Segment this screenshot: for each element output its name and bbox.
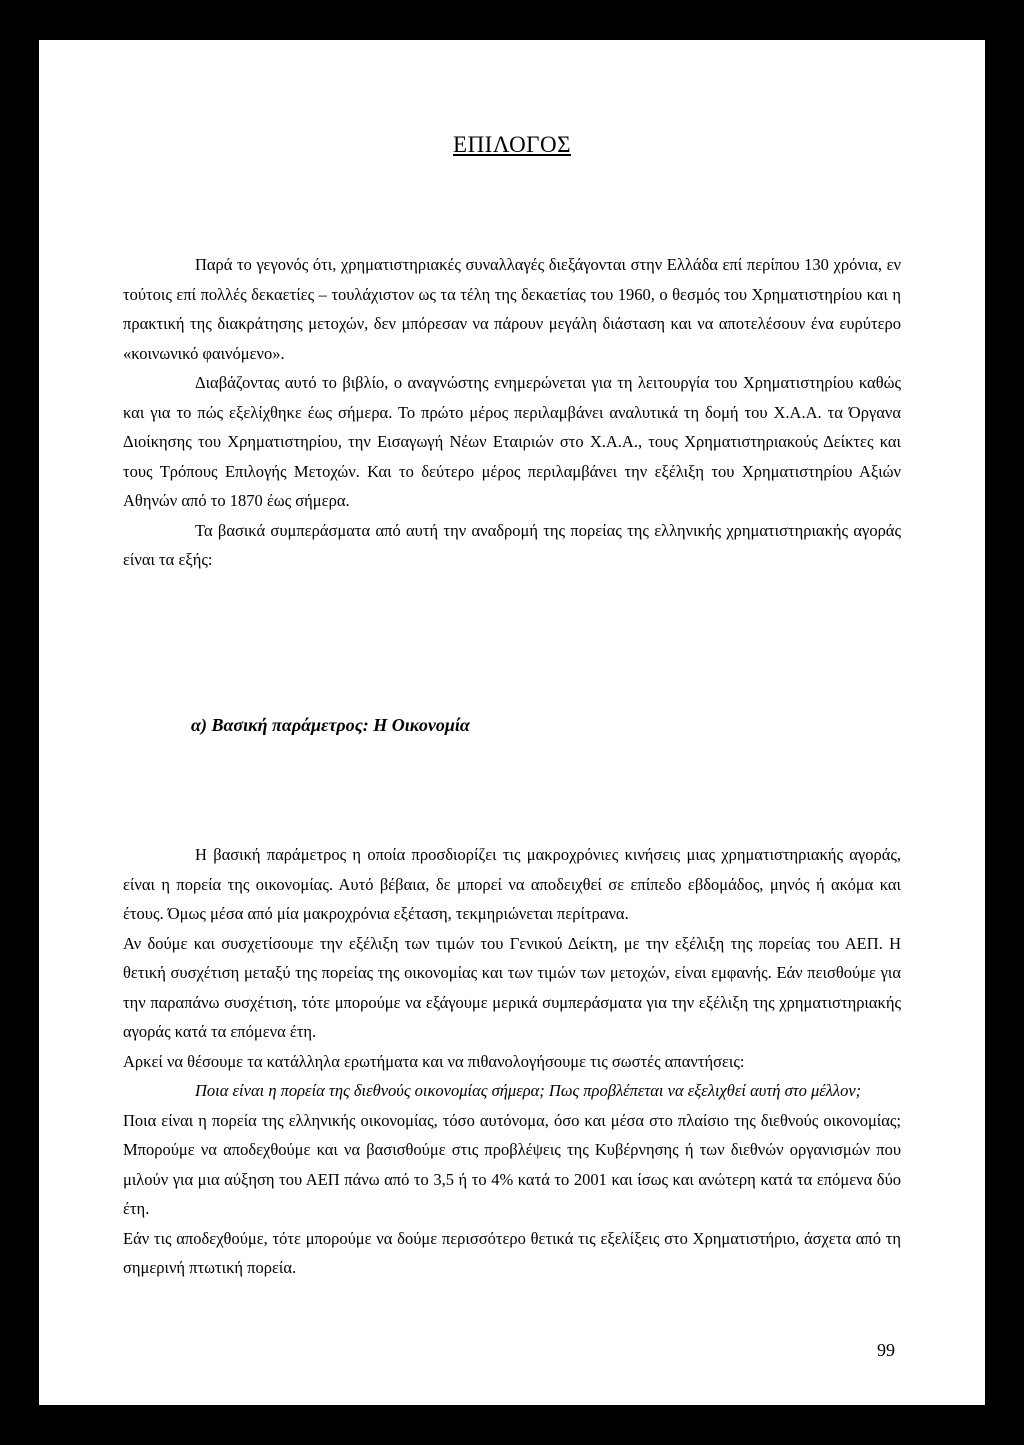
body-text-bottom	[123, 840, 901, 1283]
page-title: ΕΠΙΛΟΓΟΣ	[453, 132, 571, 157]
paragraph-conclusions-lead: Τα βασικά συμπεράσματα από αυτή την αναδρομή της πορείας της ελληνικής χρηματιστηριακής αγοράς είναι τα εξής:	[123, 520, 901, 569]
paragraph-question-international: Ποια είναι η πορεία της διεθνούς οικονομίας σήμερα; Πως προβλέπεται να εξελιχθεί αυτή στο μέλλον;	[195, 1081, 862, 1100]
document-page	[39, 40, 985, 1405]
paragraph-greek-economy: Ποια είναι η πορεία της ελληνικής οικονομίας, τόσο αυτόνομα, όσο και μέσα στο πλαίσιο της διεθνούς οικονομίας; Μπορούμε να αποδεχθούμε και να βασισθούμε στις προβλέψεις της Κυβέρνησης ή των διεθνών οργανισμών που μιλούν για μια αύξηση του ΑΕΠ πάνω από το 3,5 ή το 4% κατά το 2001 και ίσως και ανώτερη κατά τα επόμενα δύο έτη.	[123, 1110, 901, 1218]
paragraph-intro: Παρά το γεγονός ότι, χρηματιστηριακές συναλλαγές διεξάγονται στην Ελλάδα επί περίπου 130 χρόνια, εν τούτοις επί πολλές δεκαετίες – τουλάχιστον ως τα τέλη της δεκαετίας του 1960, ο θεσμός του Χρηματιστηρίου και η πρακτική της διακράτησης μετοχών, δεν μπόρεσαν να πάρουν μεγάλη διάσταση και να αποτελέσουν ένα ευρύτερο «κοινωνικό φαινόμενο».	[123, 255, 901, 363]
page-number: 99	[877, 1340, 895, 1360]
paragraph-gdp-correlation: Αν δούμε και συσχετίσουμε την εξέλιξη των τιμών του Γενικού Δείκτη, με την εξέλιξη της πορείας του ΑΕΠ. Η θετική συσχέτιση μεταξύ της πορείας της οικονομίας και των τιμών των μετοχών, είναι εμφανής. Εάν πεισθούμε για την παραπάνω συσχέτιση, τότε μπορούμε να εξάγουμε μερικά συμπεράσματα για την εξέλιξη της χρηματιστηριακής αγοράς κατά τα επόμενα έτη.	[123, 933, 901, 1041]
paragraph-questions-lead: Αρκεί να θέσουμε τα κατάλληλα ερωτήματα και να πιθανολογήσουμε τις σωστές απαντήσεις:	[123, 1051, 745, 1071]
paragraph-economy-parameter: Η βασική παράμετρος η οποία προσδιορίζει τις μακροχρόνιες κινήσεις μιας χρηματιστηριακής αγοράς, είναι η πορεία της οικονομίας. Αυτό βέβαια, δε μπορεί να αποδειχθεί σε επίπεδο εβδομάδος, μηνός ή ακόμα και έτους. Όμως μέσα από μία μακροχρόνια εξέταση, τεκμηριώνεται περίτρανα.	[123, 845, 901, 923]
paragraph-book-overview: Διαβάζοντας αυτό το βιβλίο, ο αναγνώστης ενημερώνεται για τη λειτουργία του Χρηματιστηρίου καθώς και για το πώς εξελίχθηκε έως σήμερα. Το πρώτο μέρος περιλαμβάνει αναλυτικά τη δομή του Χ.Α.Α. τα Όργανα Διοίκησης του Χρηματιστηρίου, την Εισαγωγή Νέων Εταιριών στο Χ.Α.Α., τους Χρηματιστηριακούς Δείκτες και τους Τρόπους Επιλογής Μετοχών. Και το δεύτερο μέρος περιλαμβάνει την εξέλιξη του Χρηματιστηρίου Αξιών Αθηνών από το 1870 έως σήμερα.	[123, 373, 901, 510]
body-text-top	[123, 250, 901, 575]
section-heading: α) Βασική παράμετρος: Η Οικονομία	[191, 715, 470, 735]
paragraph-closing: Εάν τις αποδεχθούμε, τότε μπορούμε να δούμε περισσότερο θετικά τις εξελίξεις στο Χρηματιστήριο, άσχετα από τη σημερινή πτωτική πορεία.	[123, 1228, 901, 1277]
